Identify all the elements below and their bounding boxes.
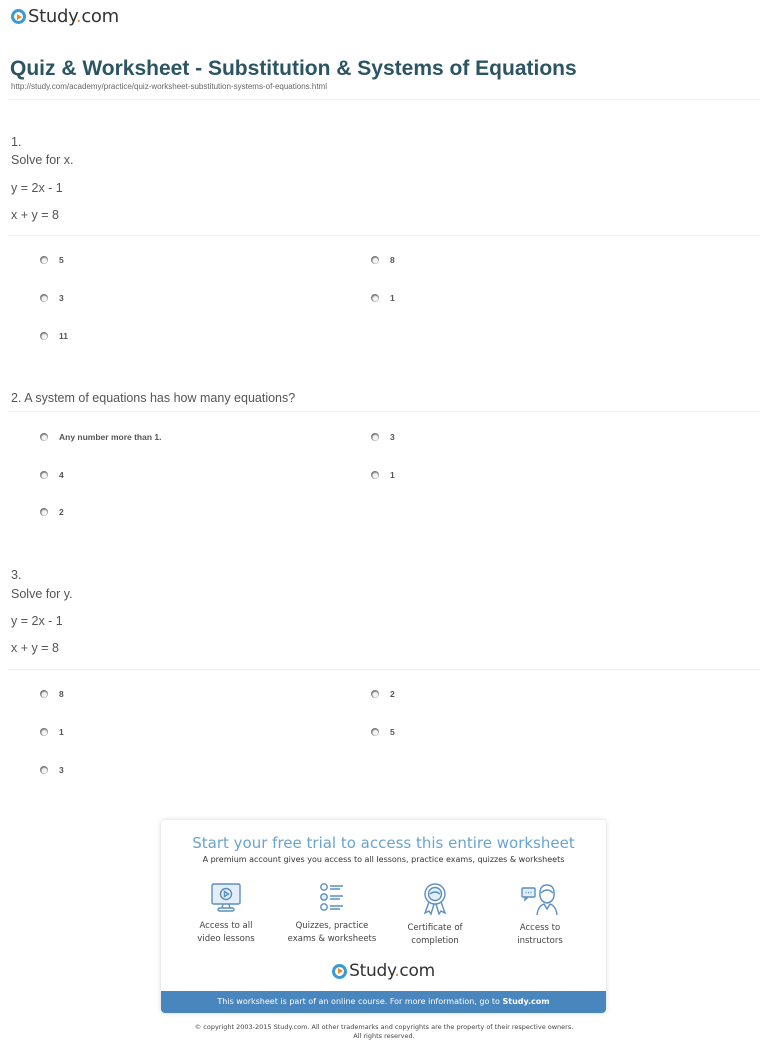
- question-prompt: Solve for x.: [11, 153, 74, 167]
- feature-certificate: [380, 882, 490, 948]
- radio-button[interactable]: [40, 256, 48, 264]
- feature-instructors: [485, 882, 595, 948]
- question-prompt: 2. A system of equations has how many equations?: [11, 391, 296, 405]
- question-prompt: Solve for y.: [11, 587, 73, 601]
- radio-button[interactable]: [40, 728, 48, 736]
- radio-button[interactable]: [40, 471, 48, 479]
- study-com-logo[interactable]: [11, 6, 119, 27]
- feature-label: Access to all video lessons: [197, 921, 255, 944]
- promo-heading: Start your free trial to access this entire worksheet: [192, 834, 575, 852]
- video-lesson-icon: [209, 882, 243, 914]
- radio-button[interactable]: [371, 471, 379, 479]
- radio-button[interactable]: [40, 766, 48, 774]
- copyright-notice: © copyright 2003-2015 Study.com. All other trademarks and copyrights are the property of their respective owners. All rights reserved.: [194, 1023, 574, 1040]
- radio-button[interactable]: [371, 433, 379, 441]
- answer-option[interactable]: Any number more than 1.: [40, 432, 162, 442]
- certificate-icon: [418, 882, 452, 916]
- answer-option[interactable]: 8: [371, 255, 395, 265]
- question-number: 1.: [11, 135, 22, 149]
- page-url: http://study.com/academy/practice/quiz-worksheet-substitution-systems-of-equations.html: [11, 82, 327, 91]
- free-trial-promo: [161, 820, 606, 1013]
- promo-subheading: A premium account gives you access to all lessons, practice exams, quizzes & worksheets: [202, 855, 565, 864]
- answer-option[interactable]: 4: [40, 470, 64, 480]
- answer-option[interactable]: 3: [371, 432, 395, 442]
- logo-text: Study.com: [349, 961, 435, 981]
- radio-button[interactable]: [371, 294, 379, 302]
- radio-button[interactable]: [371, 690, 379, 698]
- feature-label: Quizzes, practice exams & worksheets: [287, 921, 377, 944]
- radio-button[interactable]: [371, 256, 379, 264]
- radio-button[interactable]: [40, 332, 48, 340]
- equation-line: y = 2x - 1: [11, 181, 63, 195]
- answer-option[interactable]: 3: [40, 293, 64, 303]
- radio-button[interactable]: [371, 728, 379, 736]
- page-title: Quiz & Worksheet - Substitution & Systems of Equations: [10, 57, 577, 80]
- equation-line: x + y = 8: [11, 208, 59, 222]
- feature-video-lessons: [171, 882, 281, 946]
- logo-text: Study.com: [28, 6, 119, 27]
- answer-option[interactable]: 3: [40, 765, 64, 775]
- divider: [8, 235, 760, 236]
- answer-option[interactable]: 2: [40, 507, 64, 517]
- quiz-list-icon: [315, 882, 349, 914]
- answer-option[interactable]: 5: [40, 255, 64, 265]
- radio-button[interactable]: [40, 690, 48, 698]
- feature-label: Access to instructors: [517, 923, 563, 946]
- divider: [8, 669, 760, 670]
- instructor-icon: [520, 882, 560, 916]
- divider: [8, 99, 760, 100]
- answer-option[interactable]: 11: [40, 331, 68, 341]
- radio-button[interactable]: [40, 294, 48, 302]
- online-course-banner: This worksheet is part of an online course. For more information, go to Study.com: [161, 991, 606, 1013]
- feature-label: Certificate of completion: [407, 923, 463, 946]
- radio-button[interactable]: [40, 508, 48, 516]
- study-com-logo[interactable]: [161, 961, 606, 981]
- question-number: 3.: [11, 568, 22, 582]
- answer-option[interactable]: 1: [371, 293, 395, 303]
- play-logo-icon: [332, 964, 347, 979]
- answer-option[interactable]: 8: [40, 689, 64, 699]
- study-com-link[interactable]: Study.com: [502, 997, 550, 1006]
- answer-option[interactable]: 1: [371, 470, 395, 480]
- answer-option[interactable]: 1: [40, 727, 64, 737]
- play-logo-icon: [11, 9, 26, 24]
- equation-line: x + y = 8: [11, 641, 59, 655]
- feature-quizzes: [277, 882, 387, 946]
- radio-button[interactable]: [40, 433, 48, 441]
- answer-option[interactable]: 2: [371, 689, 395, 699]
- answer-option[interactable]: 5: [371, 727, 395, 737]
- equation-line: y = 2x - 1: [11, 614, 63, 628]
- divider: [8, 411, 760, 412]
